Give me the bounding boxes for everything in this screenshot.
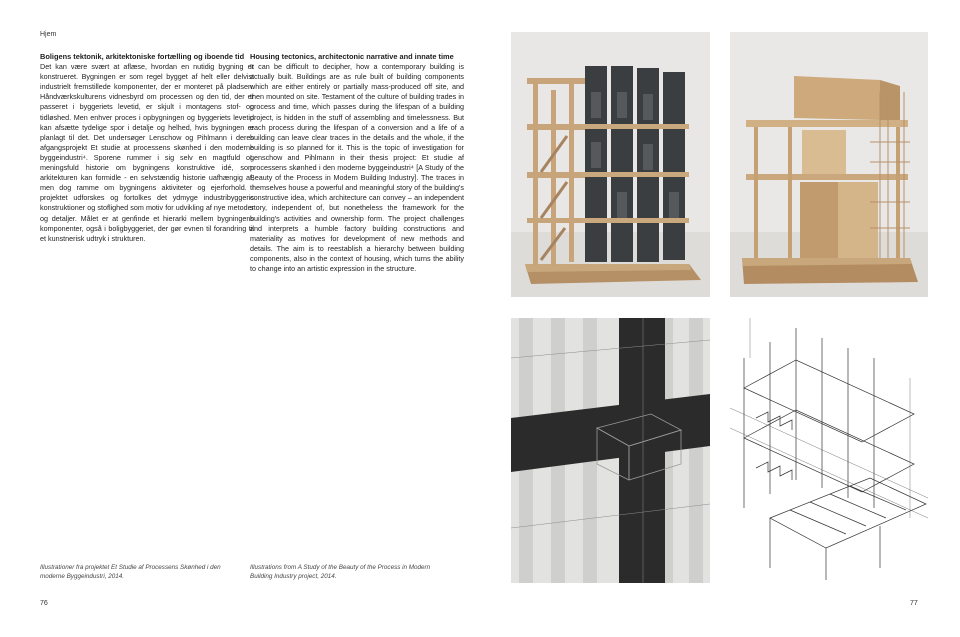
facade-detail-drawing [511, 318, 710, 583]
danish-caption: Illustrationer fra projektet Et Studie af Processens Skønhed i den moderne Byggeindustri, 2014. [40, 564, 221, 581]
english-caption: Illustrations from A Study of the Beauty of the Process in Modern Building Industry project, 2014. [250, 564, 431, 581]
model-photo-dark-facade [511, 32, 710, 297]
danish-heading: Boligens tektonik, arkitektoniske fortælling og iboende tid [40, 52, 245, 61]
english-body-text: It can be difficult to decipher, how a contemporary building is actually built. Buildings are as rule built of building components which are either entirely or partially mass-produced off site, and then mounted on site. Testament of the culture of building trades in process and time, which passes during the lifespan of a building project, is hidden in the stuff of assembling and timelessness. But each process during the lifespan of a conversion and a life of a building can leave clear traces in the details and the whole, if the building is so planned for it. This is the topic of investigation for Lenschow and Pihlmann in their thesis project: Et studie af processens skønhed i den moderne byggeindustri⁴ [A Study of the Beauty of the Process in Modern Building Industry]. The traces in themselves house a powerful and meaningful story of the building's constructive idea, which architecture can convey – an independent story, independent of, but nonetheless the framework for the building's activities and ownership form. The project challenges and interprets a humble factory building constructions and materiality as motives for development of new methods and details. The aim is to reestablish a hierarchy between building components, also in the context of housing, which turns the ability to change into an artistic expression in the structure. [250, 62, 464, 273]
danish-body-text: Det kan være svært at aflæse, hvordan en nutidig bygning er konstrueret. Bygningen er som regel bygget af helt eller delvist industrielt fremstillede komponenter, der er monteret på pladsen. Håndværkskulturens vidnesbyrd om processen og den tid, der er passeret i byggeriets levetid, er skjult i montagens stof- og tidløshed. Men enhver proces i opbygningen og byggeriets levetid kan afsætte tydelige spor i detalje og helhed, hvis bygningen er planlagt til det. Det undersøger Lenschow og Pihlmann i deres afgangsprojekt Et studie at processens skønhed i den moderne byggeindustri⁴. Sporene rummer i sig selv en magtfuld og meningsfuld historie om bygningens konstruktive idé, som arkitekturen kan formidle - en selvstændig historie uafhængig af, men dog ramme om bygningens aktiviteter og ejerforhold. I projektet udforskes og fortolkes det ydmyge industribyggeris konstruktioner og stoflighed som motiv for udvikling af nye metoder og detaljer. Målet er at genfinde et hierarki mellem bygningens komponenter, også i boligbyggeriet, der gør evnen til forandring til et kunstnerisk udtryk i strukturen. [40, 62, 254, 243]
running-head: Hjem [40, 31, 57, 38]
axonometric-line-drawing [730, 318, 928, 583]
english-heading: Housing tectonics, architectonic narrative and innate time [250, 52, 454, 61]
danish-column [40, 52, 254, 244]
page-number-left: 76 [40, 600, 48, 607]
page-number-right: 77 [910, 600, 918, 607]
english-column [250, 52, 464, 274]
model-photo-plywood [730, 32, 928, 297]
